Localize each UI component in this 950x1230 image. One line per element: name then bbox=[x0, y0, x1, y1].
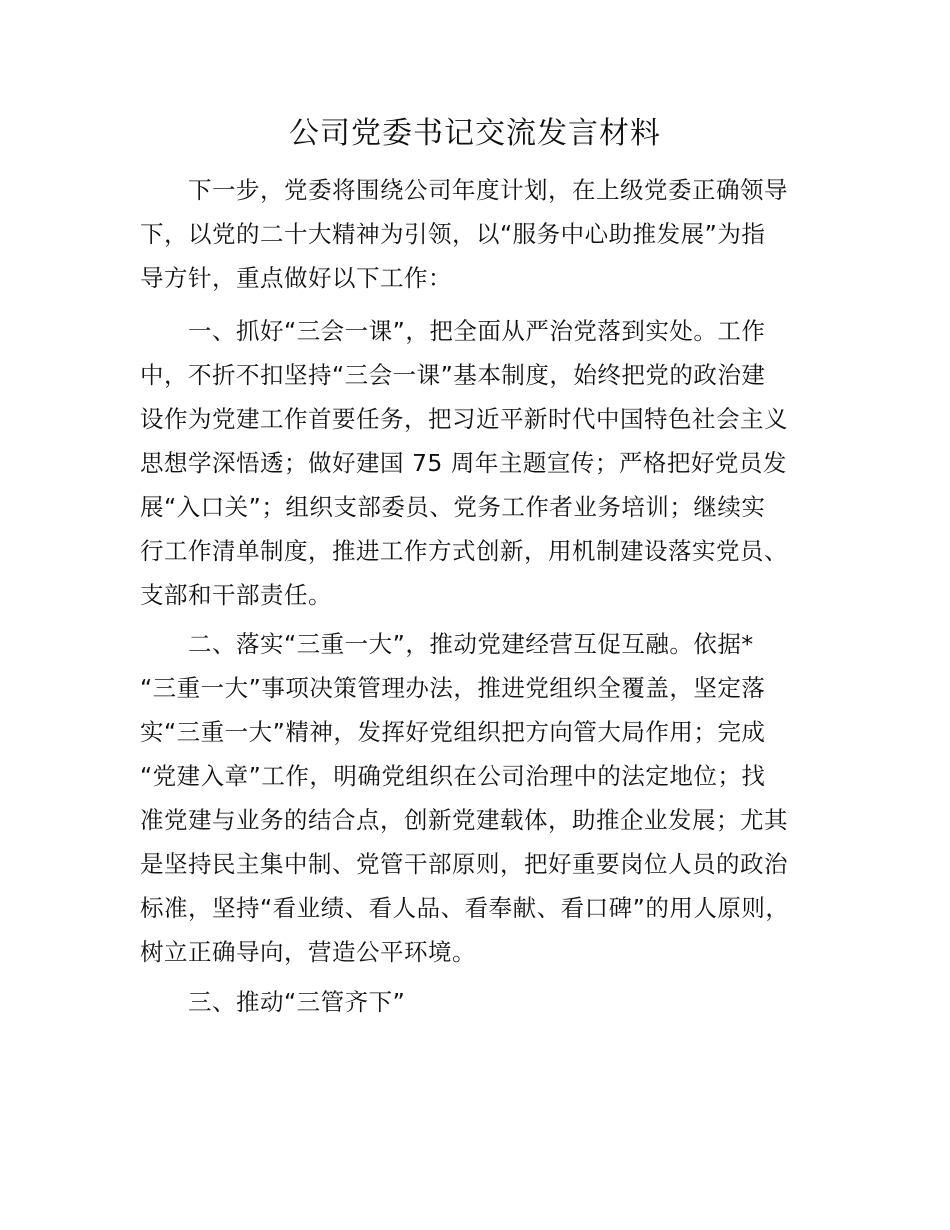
paragraph-section-1 bbox=[140, 309, 830, 617]
paragraph-section-3 bbox=[140, 980, 830, 1024]
text-line: 设作为党建工作首要任务，把习近平新时代中国特色社会主义 bbox=[140, 405, 788, 433]
text-line: 下，以党的二十大精神为引领，以“服务中心助推发展”为指 bbox=[140, 220, 766, 248]
text-line: 展“入口关”；组织支部委员、党务工作者业务培训；继续实 bbox=[140, 493, 766, 521]
text-line: “党建入章”工作，明确党组织在公司治理中的法定地位；找 bbox=[140, 762, 766, 790]
text-line: 标准，坚持“看业绩、看人品、看奉献、看口碑”的用人原则， bbox=[140, 894, 790, 922]
text-line: 是坚持民主集中制、党管干部原则，把好重要岗位人员的政治 bbox=[140, 850, 788, 878]
text-line: 支部和干部责任。 bbox=[140, 581, 332, 609]
document-title: 公司党委书记交流发言材料 bbox=[289, 116, 661, 151]
text-line: 思想学深悟透；做好建国 75 周年主题宣传；严格把好党员发 bbox=[140, 449, 787, 477]
text-line: 树立正确导向，营造公平环境。 bbox=[140, 938, 476, 966]
text-line: 一、抓好“三会一课”，把全面从严治党落到实处。工作 bbox=[188, 317, 766, 345]
text-line: 中，不折不扣坚持“三会一课”基本制度，始终把党的政治建 bbox=[140, 361, 766, 389]
text-line: “三重一大”事项决策管理办法，推进党组织全覆盖，坚定落 bbox=[140, 674, 766, 702]
text-line: 三、推动“三管齐下” bbox=[188, 988, 406, 1016]
text-line: 下一步，党委将围绕公司年度计划，在上级党委正确领导 bbox=[188, 176, 788, 204]
paragraph-intro bbox=[140, 168, 830, 300]
text-line: 实“三重一大”精神，发挥好党组织把方向管大局作用；完成 bbox=[140, 718, 766, 746]
paragraph-section-2 bbox=[140, 622, 830, 974]
text-line: 二、落实“三重一大”，推动党建经营互促互融。依据* bbox=[188, 630, 754, 658]
text-line: 行工作清单制度，推进工作方式创新，用机制建设落实党员、 bbox=[140, 537, 788, 565]
text-line: 导方针，重点做好以下工作： bbox=[140, 264, 452, 292]
text-line: 准党建与业务的结合点，创新党建载体，助推企业发展；尤其 bbox=[140, 806, 788, 834]
